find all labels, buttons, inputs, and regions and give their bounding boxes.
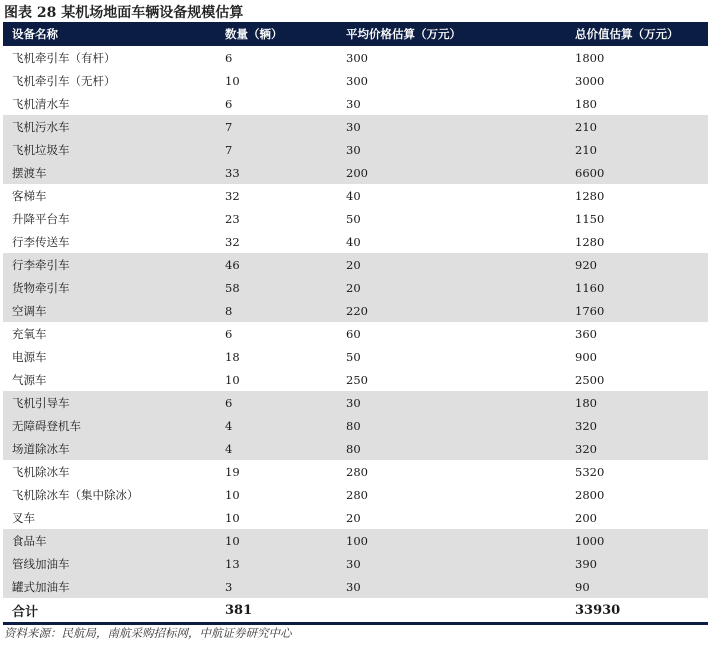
cell-avg-price: 250: [346, 372, 368, 387]
cell-avg-price: 50: [346, 349, 361, 364]
vehicle-equipment-table: [3, 22, 708, 625]
cell-avg-price: 20: [346, 257, 361, 272]
cell-avg-price: 200: [346, 165, 368, 180]
cell-total-value: 180: [575, 96, 597, 111]
cell-equipment-name: 食品车: [12, 533, 47, 548]
cell-equipment-name: 摆渡车: [12, 165, 47, 180]
cell-equipment-name: 场道除冰车: [12, 441, 70, 456]
cell-avg-price: 80: [346, 418, 361, 433]
total-value: 33930: [575, 602, 621, 618]
header-avg-price: 平均价格估算（万元）: [346, 27, 461, 41]
table-row: [3, 368, 708, 391]
cell-total-value: 1280: [575, 188, 605, 203]
table-row: [3, 575, 708, 598]
cell-total-value: 210: [575, 142, 597, 157]
table-row: [3, 391, 708, 414]
cell-quantity: 6: [225, 326, 233, 341]
cell-avg-price: 30: [346, 579, 361, 594]
cell-equipment-name: 电源车: [12, 349, 47, 364]
total-label: 合计: [12, 604, 39, 620]
cell-avg-price: 300: [346, 73, 368, 88]
cell-quantity: 18: [225, 349, 240, 364]
table-row: [3, 276, 708, 299]
cell-total-value: 360: [575, 326, 597, 341]
cell-total-value: 320: [575, 441, 597, 456]
table-row: [3, 207, 708, 230]
table-row: [3, 506, 708, 529]
cell-equipment-name: 飞机垃圾车: [12, 142, 70, 157]
cell-quantity: 4: [225, 441, 233, 456]
cell-avg-price: 30: [346, 395, 361, 410]
cell-total-value: 390: [575, 556, 597, 571]
cell-quantity: 13: [225, 556, 240, 571]
table-row: [3, 92, 708, 115]
cell-quantity: 7: [225, 142, 233, 157]
cell-avg-price: 50: [346, 211, 361, 226]
cell-avg-price: 280: [346, 487, 368, 502]
cell-avg-price: 80: [346, 441, 361, 456]
source-note: 资料来源：民航局，南航采购招标网，中航证券研究中心: [4, 626, 292, 640]
cell-equipment-name: 行李牵引车: [12, 257, 70, 272]
table-row: [3, 230, 708, 253]
cell-avg-price: 30: [346, 142, 361, 157]
cell-total-value: 1760: [575, 303, 605, 318]
cell-equipment-name: 罐式加油车: [12, 579, 70, 594]
cell-total-value: 180: [575, 395, 597, 410]
cell-equipment-name: 飞机牵引车（有杆）: [12, 50, 116, 65]
cell-avg-price: 20: [346, 280, 361, 295]
cell-quantity: 10: [225, 510, 240, 525]
cell-equipment-name: 飞机清水车: [12, 96, 70, 111]
cell-total-value: 1280: [575, 234, 605, 249]
cell-equipment-name: 空调车: [12, 303, 47, 318]
table-row: [3, 138, 708, 161]
cell-quantity: 4: [225, 418, 233, 433]
table-row: [3, 345, 708, 368]
cell-equipment-name: 飞机除冰车: [12, 464, 70, 479]
cell-equipment-name: 货物牵引车: [12, 280, 70, 295]
cell-quantity: 8: [225, 303, 233, 318]
cell-total-value: 2800: [575, 487, 605, 502]
cell-total-value: 200: [575, 510, 597, 525]
table-row: [3, 184, 708, 207]
cell-equipment-name: 行李传送车: [12, 234, 70, 249]
cell-avg-price: 100: [346, 533, 368, 548]
table-row: [3, 253, 708, 276]
cell-quantity: 46: [225, 257, 240, 272]
table-row: [3, 322, 708, 345]
cell-avg-price: 30: [346, 96, 361, 111]
table-row: [3, 46, 708, 69]
table-header: [3, 22, 708, 46]
cell-equipment-name: 飞机除冰车（集中除冰）: [12, 487, 139, 502]
table-row: [3, 529, 708, 552]
cell-equipment-name: 管线加油车: [12, 556, 70, 571]
cell-equipment-name: 飞机牵引车（无杆）: [12, 73, 116, 88]
cell-avg-price: 30: [346, 119, 361, 134]
cell-equipment-name: 叉车: [12, 510, 35, 525]
cell-quantity: 6: [225, 50, 233, 65]
total-row: [3, 598, 708, 625]
cell-quantity: 10: [225, 73, 240, 88]
cell-total-value: 6600: [575, 165, 605, 180]
cell-avg-price: 30: [346, 556, 361, 571]
table-row: [3, 414, 708, 437]
cell-avg-price: 300: [346, 50, 368, 65]
cell-avg-price: 60: [346, 326, 361, 341]
header-total-value: 总价值估算（万元）: [575, 27, 679, 41]
cell-total-value: 5320: [575, 464, 605, 479]
cell-total-value: 920: [575, 257, 597, 272]
table-row: [3, 161, 708, 184]
cell-quantity: 10: [225, 487, 240, 502]
table-row: [3, 483, 708, 506]
cell-quantity: 32: [225, 234, 240, 249]
cell-quantity: 3: [225, 579, 233, 594]
cell-avg-price: 20: [346, 510, 361, 525]
cell-equipment-name: 气源车: [12, 372, 47, 387]
cell-total-value: 1160: [575, 280, 605, 295]
cell-total-value: 210: [575, 119, 597, 134]
table-row: [3, 552, 708, 575]
table-row: [3, 299, 708, 322]
cell-total-value: 3000: [575, 73, 605, 88]
cell-quantity: 58: [225, 280, 240, 295]
cell-total-value: 1800: [575, 50, 605, 65]
cell-total-value: 1000: [575, 533, 605, 548]
table-row: [3, 437, 708, 460]
cell-quantity: 19: [225, 464, 240, 479]
cell-equipment-name: 客梯车: [12, 188, 47, 203]
cell-quantity: 10: [225, 533, 240, 548]
cell-quantity: 23: [225, 211, 240, 226]
table-body: [3, 46, 708, 598]
cell-avg-price: 280: [346, 464, 368, 479]
cell-total-value: 2500: [575, 372, 605, 387]
cell-avg-price: 40: [346, 234, 361, 249]
cell-quantity: 7: [225, 119, 233, 134]
cell-equipment-name: 充氧车: [12, 326, 47, 341]
cell-equipment-name: 飞机引导车: [12, 395, 70, 410]
cell-total-value: 900: [575, 349, 597, 364]
cell-quantity: 32: [225, 188, 240, 203]
figure-title: 图表 28 某机场地面车辆设备规模估算: [4, 5, 244, 21]
table-row: [3, 115, 708, 138]
cell-quantity: 6: [225, 395, 233, 410]
header-quantity: 数量（辆）: [225, 27, 283, 41]
cell-quantity: 10: [225, 372, 240, 387]
cell-equipment-name: 升降平台车: [12, 211, 70, 226]
cell-total-value: 320: [575, 418, 597, 433]
cell-total-value: 1150: [575, 211, 605, 226]
cell-equipment-name: 飞机污水车: [12, 119, 70, 134]
cell-quantity: 33: [225, 165, 240, 180]
table-row: [3, 460, 708, 483]
table-row: [3, 69, 708, 92]
cell-quantity: 6: [225, 96, 233, 111]
cell-avg-price: 40: [346, 188, 361, 203]
cell-equipment-name: 无障碍登机车: [12, 418, 81, 433]
cell-total-value: 90: [575, 579, 590, 594]
header-equipment-name: 设备名称: [12, 27, 58, 41]
total-quantity: 381: [225, 602, 253, 618]
cell-avg-price: 220: [346, 303, 368, 318]
